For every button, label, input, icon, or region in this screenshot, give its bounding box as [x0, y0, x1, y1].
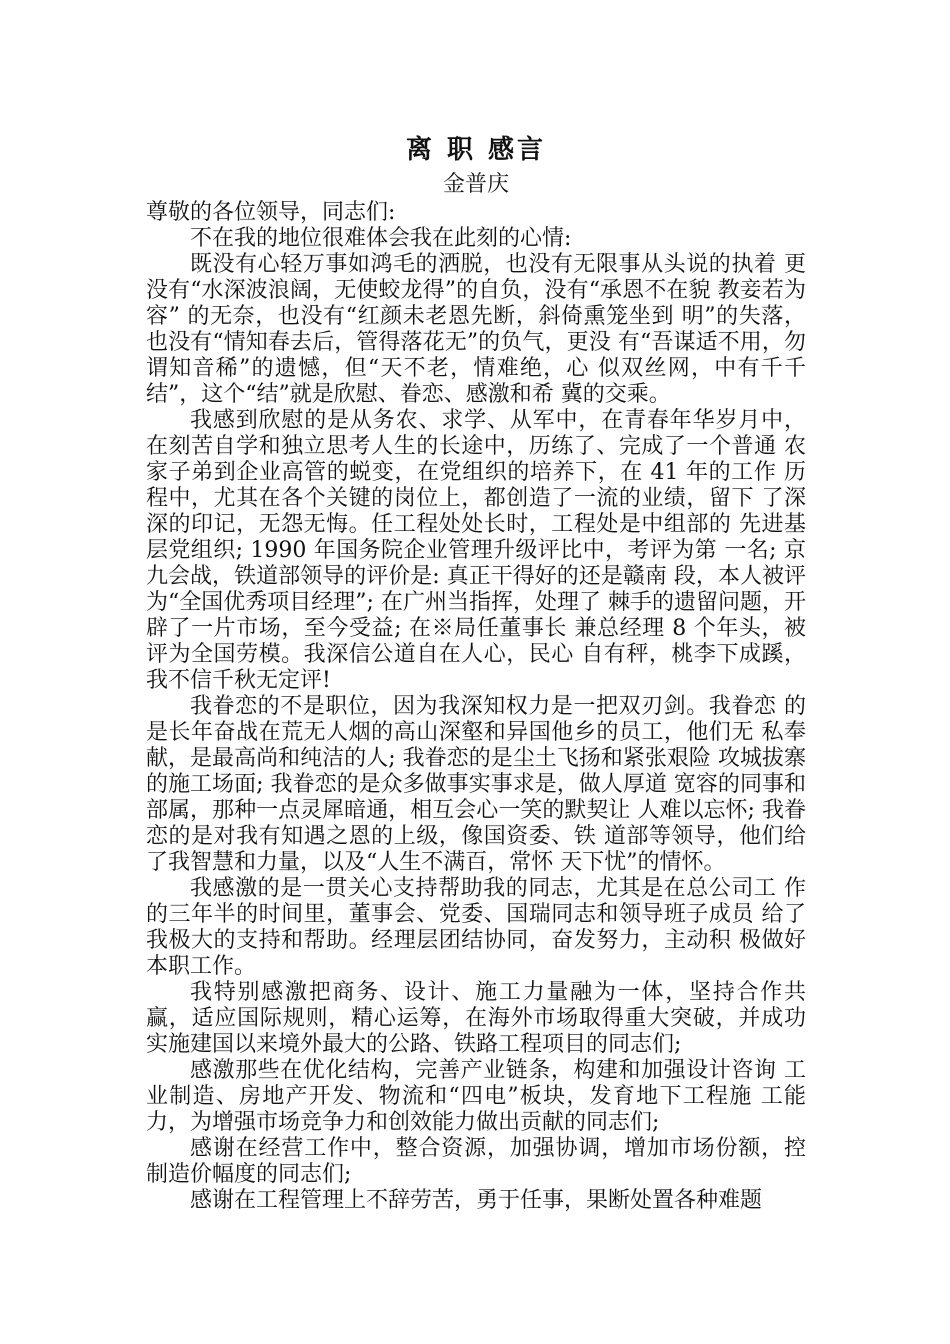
- salutation: 尊敬的各位领导，同志们:: [146, 200, 396, 225]
- paragraph-gratitude: 我感激的是一贯关心支持帮助我的同志，尤其是在总公司工 作的三年半的时间里，董事会、党委、国瑞同志和领导班子成员 给了我极大的支持和帮助。经理层团结协同，奋发努力，主动积 极做好本职工作。: [146, 876, 806, 979]
- paragraph-thanks-engineering: 感谢在工程管理上不辞劳苦，勇于任事，果断处置各种难题: [190, 1188, 763, 1213]
- paragraph-feelings: 既没有心轻万事如鸿毛的洒脱，也没有无限事从头说的执着 更没有“水深波浪阔，无使蛟龙得”的自负，没有“承恩不在貌 教妾若为容” 的无奈，也没有“红颜未老恩先断，斜倚熏笼坐到 明”的失落，也没有“情知春去后，管得落花无”的负气，更没 有“吾谋适不用，勿谓知音稀”的遗憾，但“天不老，情难绝，心 似双丝网，中有千千结”，这个“结”就是欣慰、眷恋、感激和希 冀的交乘。: [146, 252, 806, 407]
- paragraph-thanks-operations: 感谢在经营工作中，整合资源，加强协调，增加市场份额，控 制造价幅度的同志们;: [146, 1136, 806, 1187]
- document-page: [146, 132, 806, 1214]
- paragraph-intro: 不在我的地位很难体会我在此刻的心情:: [190, 226, 572, 251]
- document-author: 金普庆: [442, 172, 509, 197]
- document-title: 离 职 感言: [405, 135, 547, 165]
- paragraph-special-thanks: 我特别感激把商务、设计、施工力量融为一体，坚持合作共 赢，适应国际规则，精心运筹，在海外市场取得重大突破，并成功 实施建国以来境外最大的公路、铁路工程项目的同志们;: [146, 980, 806, 1057]
- paragraph-gratification: 我感到欣慰的是从务农、求学、从军中，在青春年华岁月中， 在刻苦自学和独立思考人生的长途中，历练了、完成了一个普通 农家子弟到企业高管的蜕变，在党组织的培养下，在 41 年的工作 历程中，尤其在各个关键的岗位上，都创造了一流的业绩，留下 了深深的印记，无怨无悔。任工程处处长时，工程处是中组部的 先进基层党组织; 1990 年国务院企业管理升级评比中，考评为第 一名; 京九会战，铁道部领导的评价是: 真正干得好的还是赣南 段，本人被评为“全国优秀项目经理”; 在广州当指挥，处理了 棘手的遗留问题，开辟了一片市场，至今受益; 在※局任董事长 兼总经理 8 个年头，被评为全国劳模。我深信公道自在人心，民心 自有秤，桃李下成蹊，我不信千秋无定评!: [146, 408, 806, 693]
- paragraph-attachment: 我眷恋的不是职位，因为我深知权力是一把双刃剑。我眷恋 的是长年奋战在荒无人烟的高山深壑和异国他乡的员工，他们无 私奉献，是最高尚和纯洁的人; 我眷恋的是尘土飞扬和紧张艰险 攻城拔寨的施工场面; 我眷恋的是众多做事实事求是，做人厚道 宽容的同事和部属，那种一点灵犀暗通，相互会心一笑的默契让 人难以忘怀; 我眷恋的是对我有知遇之恩的上级，像国资委、铁 道部等领导，他们给了我智慧和力量，以及“人生不满百，常怀 天下忧”的情怀。: [146, 694, 806, 875]
- paragraph-thanks-structure: 感激那些在优化结构，完善产业链条，构建和加强设计咨询 工业制造、房地产开发、物流和“四电”板块，发育地下工程施 工能力，为增强市场竞争力和创效能力做出贡献的同志们;: [146, 1058, 806, 1135]
